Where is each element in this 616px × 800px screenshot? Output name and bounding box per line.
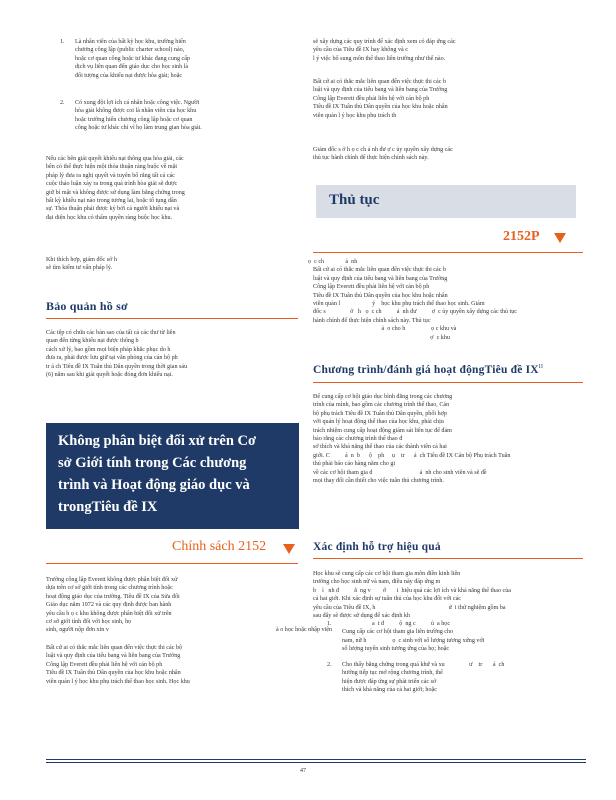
line: trình của mình, bao gồm các chương trình thể thao, Cán <box>313 402 450 409</box>
line: bên có thể thực hiện một thỏa thuận ràng buộc về mặt <box>46 164 178 171</box>
line: viên quản l ý học khu phụ trách thể thao học sinh. Học khu <box>46 678 190 685</box>
line: sở thích và khả năng thể thao của các thành viên cả hai <box>313 444 447 451</box>
line: a t đ ộ ng c ủ a học <box>372 621 451 627</box>
procedure-number: 2152P <box>503 229 540 244</box>
line: đại diện học khu có thẩm quyền ràng buộc học khu. <box>46 214 173 221</box>
list-number: 2. <box>327 662 332 668</box>
divider <box>313 382 583 383</box>
line: yêu cầu của Tiêu đề IX, h ử i thử nghiệm gồm ba <box>313 604 506 611</box>
policy-number: Chính sách 2152 <box>172 539 267 554</box>
line: Học khu sẽ cung cấp các cơ hội tham gia môn điền kinh liên <box>313 571 461 577</box>
line: trách nhiệm cung cấp hoạt động giám sát liên tục để đảm <box>313 427 452 434</box>
footer-rule <box>46 759 586 760</box>
title-line: Không phân biệt đối xử trên Cơ <box>58 433 257 449</box>
line: sự. Thỏa thuận phải được ký bởi cả người khiếu nại và <box>46 206 180 213</box>
right-paragraph-superintendent <box>313 146 598 163</box>
line: Để cung cấp cơ hội giáo dục bình đẳng trong các chương <box>313 394 453 400</box>
line: ả o cho h ọ c khu và <box>313 326 457 333</box>
procedure-heading: Thủ tục <box>329 192 380 208</box>
line: yêu cầu h ọ c khu không được phân biệt đối xử trên <box>46 610 172 617</box>
line: Nếu các bên giải quyết khiếu nại thông qua hòa giải, các <box>46 156 184 162</box>
list-item <box>60 38 260 83</box>
line: thủ tục hành chính để thực hiện chính sách này. <box>313 155 429 162</box>
line: hiện được đáp ứng sự phát triển các sở <box>342 678 437 685</box>
line: cách xử lý, bao gồm mọi biện pháp khắc phục do h <box>46 346 171 353</box>
section-title <box>58 430 287 518</box>
divider <box>46 563 298 564</box>
title-line: trongTiêu đề IX <box>58 499 158 515</box>
right-paragraph-support <box>313 570 613 620</box>
left-paragraph-legal <box>46 256 251 273</box>
triangle-down-icon <box>554 233 566 243</box>
line: yêu cầu của Tiêu đề IX hay không và c <box>313 47 408 54</box>
left-paragraph-mediation <box>46 155 251 222</box>
left-paragraph-contact <box>46 644 296 686</box>
procedure-label <box>503 229 583 249</box>
line: viên quản l ý học khu phụ trách thể thao học sinh. Giám <box>313 301 485 308</box>
right-paragraph-program <box>313 393 598 485</box>
line: Công lập Everett đều phải liên hệ với cán bộ ph <box>313 284 430 291</box>
line: hoạt động giáo dục của trường. Tiêu đề IX của Sửa đổi <box>46 593 180 600</box>
right-paragraph-athletics <box>313 38 583 63</box>
list-number: 1. <box>327 621 332 627</box>
line: thủ phải báo cáo hàng năm cho gi <box>313 461 396 468</box>
line: Bất cứ ai có thắc mắc liên quan đến việc thực thi các bộ <box>46 645 183 651</box>
line: b ì nh đ ẳ ng v ớ i hiệu quả các lợi ích và khả năng thể thao của <box>313 587 512 594</box>
line: Bất cứ ai có thắc mắc liên quan đến việc thực thi các b <box>313 267 446 274</box>
list-text <box>342 620 592 654</box>
list-number: 1. <box>60 39 65 45</box>
page-number: 47 <box>300 768 306 774</box>
line: dựa trên cơ sở giới tính trong các chương trình hoặc <box>46 585 173 592</box>
line: giới. C á n b ộ ph ụ tr á ch Tiêu đề IX Cán bộ Phụ trách Tuân <box>313 452 511 459</box>
footer-rule <box>46 762 586 763</box>
line: ợ c khu <box>313 334 450 341</box>
right-sub-list <box>327 620 597 710</box>
right-paragraph-contact <box>313 78 583 120</box>
line: dịch vụ liên quan đến giáo dục cho học sinh là <box>75 64 189 71</box>
triangle-down-icon <box>283 544 295 554</box>
title-line: sở Giới tính trong Các chương <box>58 455 247 471</box>
divider <box>46 318 298 319</box>
line: Tiêu đề IX Tuân thủ Dân quyền của học khu hoặc nhân <box>313 292 448 299</box>
line: bộ phụ trách Tiêu đề IX Tuân thủ Dân quyền, phối hợp <box>313 410 447 417</box>
divider <box>313 252 583 253</box>
line: bảo rằng các chương trình thể thao đ <box>313 436 403 443</box>
line: hoặc trường hiến chương công lập hoặc cơ quan <box>75 116 193 123</box>
right-paragraph-procedure <box>308 258 598 342</box>
line: sinh, người nộp đơn xin v <box>46 627 109 634</box>
line: Các tệp có chứa các bản sao của tất cả các thư từ liên <box>46 330 176 336</box>
line: về các cơ hội tham gia d ả nh cho sinh viên và sẽ đề <box>313 469 487 476</box>
list-number: 2. <box>60 100 65 106</box>
line: bất kỳ khiếu nại nào trong tương lai, hoặc tố tụng dân <box>46 198 177 205</box>
list-text <box>75 99 250 133</box>
procedure-heading-band <box>316 185 576 218</box>
line: trường cho học sinh nữ và nam, điều này đáp ứng m <box>313 579 441 586</box>
policy-label <box>172 539 298 559</box>
list-item <box>327 620 597 654</box>
line: Tiêu đề IX Tuân thủ Dân quyền của học khu hoặc nhân <box>46 670 181 677</box>
line: thích và khả năng của cả hai giới; hoặc <box>342 687 437 694</box>
line: sẽ tìm kiếm tư vấn pháp lý. <box>46 265 113 272</box>
line: Có xung đột lợi ích cá nhân hoặc công việc. Người <box>75 100 200 106</box>
line: hòa giải không được coi là nhân viên của học khu <box>75 108 197 115</box>
line: (6) năm sau khi giải quyết hoặc đóng đơn khiếu nại. <box>46 372 173 379</box>
line: mọi thay đổi cần thiết cho việc tuân thủ chương trình. <box>313 478 444 485</box>
section-title-box <box>46 423 299 529</box>
line: đốc s ở h ọ c ch ả nh đư ợ c ủy quyền xây dựng các thủ tục <box>313 309 517 316</box>
line: sau đây sẽ được sử dụng để xác định kh <box>313 613 410 620</box>
line: ọ c ch ả nh <box>308 259 358 265</box>
line: Tiêu đề IX Tuân thủ Dân quyền của học khu hoặc nhân <box>313 104 448 111</box>
list-item <box>327 661 597 701</box>
line: luật và quy định của tiểu bang và liên bang của Trường <box>313 87 448 94</box>
divider <box>313 558 583 559</box>
line: l ý việc bổ sung môn thể thao liên trường như thế nào. <box>313 55 446 62</box>
line: Trường công lập Everett không được phân biệt đối xử <box>46 577 178 583</box>
line: cơ sở giới tính đối với học sinh, họ <box>46 619 132 626</box>
left-paragraph-records <box>46 329 251 379</box>
title-line: trình và Hoạt động giáo dục và <box>58 477 250 493</box>
line: hướng tiếp tục mở rộng chương trình, thể <box>342 670 443 677</box>
line: cuộc thảo luận xảy ra trong quá trình hòa giải sẽ được <box>46 181 178 188</box>
line: pháp lý đưa ra nghị quyết và tuyên bố rằng tất cả các <box>46 172 175 179</box>
heading-program-evaluation <box>313 364 543 376</box>
line: hoặc cơ quan công hoặc tư khác đang cung cấp <box>75 55 190 62</box>
line: quan đến từng khiếu nại được thông b <box>46 338 139 345</box>
line: Cho thấy bằng chứng trong quá khứ và xu ư tr á ch <box>342 662 505 668</box>
line: đưa ra, phải được lưu giữ tại văn phòng của cán bộ ph <box>46 355 178 362</box>
line: chương công lập (public charter school) nào, <box>75 47 185 54</box>
heading-record-keeping: Bảo quản hồ sơ <box>46 299 128 313</box>
line: tr á ch Tiêu đề IX Tuân thủ Dân quyền trong thời gian sáu <box>46 363 188 370</box>
line: luật và quy định của tiểu bang và liên bang của Trường <box>46 653 181 660</box>
line: hành chính để thực hiện chính sách này. Thủ tục <box>313 317 431 324</box>
line: Công lập Everett đều phải liên hệ với cán bộ ph <box>313 95 430 102</box>
line: Cung cấp các cơ hội tham gia liên trường cho <box>342 629 454 636</box>
line: luật và quy định của tiểu bang và liên bang của Trường <box>313 275 448 282</box>
line: công hoặc tư khác chỉ vì họ làm trung gian hòa giải. <box>75 125 202 132</box>
line: sẽ xây dựng các quy trình để xác định xem có đáp ứng các <box>313 39 456 45</box>
heading-effective-support: Xác định hỗ trợ hiệu quả <box>313 541 441 553</box>
line: đối tượng của khiếu nại được hòa giải; hoặc <box>75 72 183 79</box>
left-paragraph-policy <box>46 576 251 635</box>
line: nam, nữ h ọ c sinh với số lượng tương xứng với <box>342 637 485 644</box>
line: Khi thích hợp, giám đốc sở h <box>46 257 117 263</box>
line: với quản lý hoạt động thể thao của học khu, phải chịu <box>313 419 444 426</box>
line: cả hai giới. Khi xác định sự tuân thủ của học khu đối với các <box>313 596 462 603</box>
line: viên quản l ý học khu phụ trách th <box>313 112 397 119</box>
list-text <box>75 38 250 80</box>
line: Giám đốc s ở h ọ c ch ả nh đư ợ c ủy quyền xây dựng các <box>313 147 453 153</box>
line: Giáo dục năm 1972 và các quy định được ban hành <box>46 602 172 609</box>
line: giữ bí mật và không được sử dụng làm bằng chứng trong <box>46 189 185 196</box>
heading-text: Chương trình/đánh giá hoạt độngTiêu đề IX <box>313 364 539 376</box>
line: Là nhân viên của bất kỳ học khu, trường hiến <box>75 39 186 45</box>
list-text <box>342 661 592 695</box>
left-list <box>60 38 260 148</box>
line: Công lập Everett đều phải liên hệ với cán bộ ph <box>46 661 163 668</box>
line: số lượng tuyển sinh tương ứng của họ; hoặc <box>342 646 450 653</box>
list-item <box>60 99 260 139</box>
line: Bất cứ ai có thắc mắc liên quan đến việc thực thi các b <box>313 79 446 85</box>
heading-superscript: II <box>538 364 544 371</box>
left-paragraph-policy-tail: à o học hoặc nhập viện <box>276 627 333 633</box>
